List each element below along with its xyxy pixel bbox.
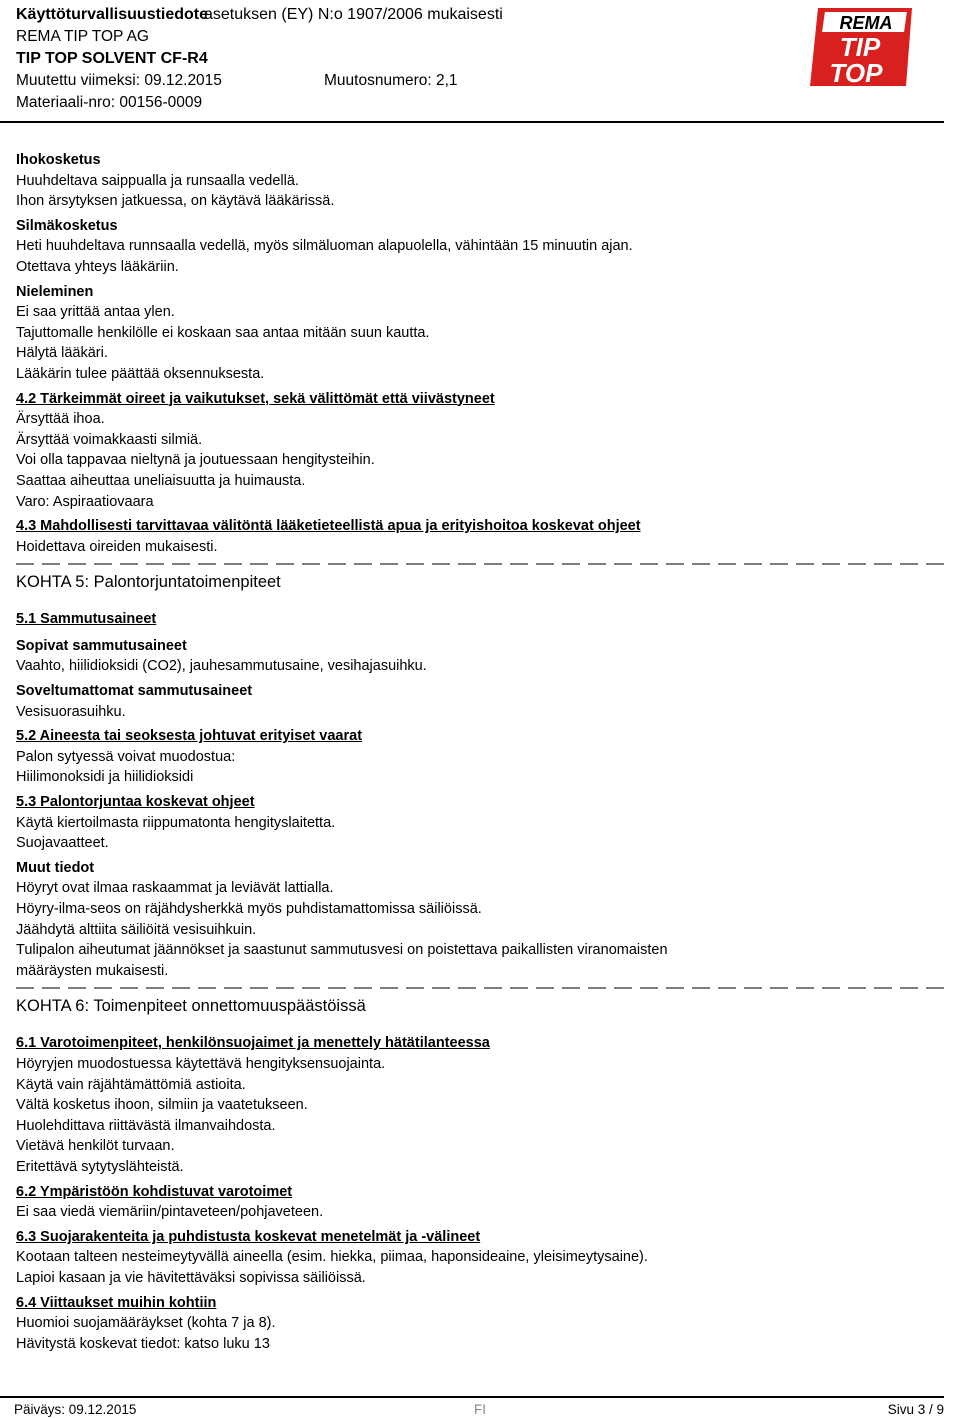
text-line: Höyryjen muodostuessa käytettävä hengityksensuojainta.	[16, 1055, 386, 1072]
text-line: Ei saa yrittää antaa ylen.	[16, 304, 175, 321]
text-line: Lapioi kasaan ja vie hävitettäväksi sopivissa säiliöissä.	[16, 1269, 366, 1286]
section-5-title: KOHTA 5: Palontorjuntatoimenpiteet	[16, 573, 281, 592]
svg-text:REMA: REMA	[839, 13, 893, 33]
text-line: Hoidettava oireiden mukaisesti.	[16, 538, 218, 555]
suitable-extinguishing-heading: Sopivat sammutusaineet	[16, 637, 187, 654]
text-line: Hälytä lääkäri.	[16, 345, 108, 362]
subsection-4-2-heading: 4.2 Tärkeimmät oireet ja vaikutukset, sekä välittömät että viivästyneet	[16, 390, 495, 407]
document-header	[16, 4, 503, 114]
doc-type: Käyttöturvallisuustiedote	[16, 6, 209, 23]
text-line: Huolehdittava riittävästä ilmanvaihdosta.	[16, 1117, 276, 1134]
text-line: Hävitystä koskevat tiedot: katso luku 13	[16, 1335, 270, 1352]
product-name: TIP TOP SOLVENT CF-R4	[16, 50, 208, 67]
unsuitable-extinguishing-heading: Soveltumattomat sammutusaineet	[16, 683, 253, 700]
text-line: Ihon ärsytyksen jatkuessa, on käytävä lääkärissä.	[16, 193, 335, 210]
text-line: Ei saa viedä viemäriin/pintaveteen/pohjaveteen.	[16, 1204, 324, 1221]
material-number: Materiaali-nro: 00156-0009	[16, 94, 203, 111]
subsection-4-3-heading: 4.3 Mahdollisesti tarvittavaa välitöntä lääketieteellistä apua ja erityishoitoa koskevat ohjeet	[16, 518, 641, 535]
footer-date: Päiväys: 09.12.2015	[14, 1402, 137, 1417]
footer-page-number: Sivu 3 / 9	[887, 1402, 944, 1417]
subsection-6-2-heading: 6.2 Ympäristöön kohdistuvat varotoimet	[16, 1183, 293, 1200]
svg-text:TOP: TOP	[829, 58, 883, 86]
subsection-6-4-heading: 6.4 Viittaukset muihin kohtiin	[16, 1294, 217, 1311]
rema-tip-top-logo	[808, 4, 916, 86]
text-line: Lääkärin tulee päättää oksennuksesta.	[16, 365, 265, 382]
header-rule	[0, 121, 944, 123]
text-line: Vältä kosketus ihoon, silmiin ja vaatetukseen.	[16, 1097, 308, 1114]
footer-rule	[0, 1396, 944, 1398]
section-6-title: KOHTA 6: Toimenpiteet onnettomuuspäästöissä	[16, 997, 366, 1016]
other-info-heading: Muut tiedot	[16, 859, 95, 876]
text-line: Otettava yhteys lääkäriin.	[16, 258, 179, 275]
subsection-6-3-heading: 6.3 Suojarakenteita ja puhdistusta koskevat menetelmät ja -välineet	[16, 1228, 481, 1245]
text-line: Heti huuhdeltava runnsaalla vedellä, myös silmäluoman alapuolella, vähintään 15 minuutin ajan.	[16, 238, 633, 255]
text-line: Käytä vain räjähtämättömiä astioita.	[16, 1076, 246, 1093]
revision-number: Muutosnumero: 2,1	[324, 72, 458, 89]
text-line: Palon sytyessä voivat muodostua:	[16, 748, 236, 765]
header-title-row	[16, 4, 503, 26]
text-line: Vesisuorasuihku.	[16, 703, 126, 720]
section-divider	[16, 557, 936, 571]
eye-contact-heading: Silmäkosketus	[16, 217, 118, 234]
text-line: Tajuttomalle henkilölle ei koskaan saa antaa mitään suun kautta.	[16, 324, 430, 341]
header-modified-row	[16, 70, 458, 92]
text-line: Tulipalon aiheutumat jäännökset ja saastunut sammutusvesi on poistettava paikallisten viranomaisten	[16, 942, 668, 959]
text-line: Ärsyttää ihoa.	[16, 411, 105, 428]
text-line: Vietävä henkilöt turvaan.	[16, 1138, 175, 1155]
ingestion-heading: Nieleminen	[16, 283, 94, 300]
svg-text:TIP: TIP	[839, 32, 881, 62]
text-line: Huuhdeltava saippualla ja runsaalla vedellä.	[16, 172, 299, 189]
text-line: Voi olla tappavaa nieltynä ja joutuessaan hengitysteihin.	[16, 452, 375, 469]
text-line: Hiilimonoksidi ja hiilidioksidi	[16, 769, 194, 786]
subsection-5-3-heading: 5.3 Palontorjuntaa koskevat ohjeet	[16, 794, 255, 811]
footer-language: FI	[474, 1402, 486, 1417]
skin-contact-heading: Ihokosketus	[16, 152, 101, 168]
subsection-6-1-heading: 6.1 Varotoimenpiteet, henkilönsuojaimet ja menettely hätätilanteessa	[16, 1035, 490, 1052]
regulation: asetuksen (EY) N:o 1907/2006 mukaisesti	[204, 6, 503, 23]
text-line: Höyry-ilma-seos on räjähdysherkkä myös puhdistamattomissa säiliöissä.	[16, 901, 482, 917]
text-line: Saattaa aiheuttaa uneliaisuutta ja huimausta.	[16, 472, 306, 489]
text-line: määräysten mukaisesti.	[16, 962, 169, 979]
section-divider	[16, 981, 936, 995]
text-line: Huomioi suojamääräykset (kohta 7 ja 8).	[16, 1315, 276, 1332]
modified-date: Muutettu viimeksi: 09.12.2015	[16, 72, 222, 89]
text-line: Varo: Aspiraatiovaara	[16, 493, 154, 510]
text-line: Jäähdytä alttiita säiliöitä vesisuihkuin.	[16, 921, 257, 938]
subsection-5-1-heading: 5.1 Sammutusaineet	[16, 611, 157, 628]
text-line: Höyryt ovat ilmaa raskaammat ja leviävät lattialla.	[16, 880, 334, 897]
company: REMA TIP TOP AG	[16, 28, 149, 45]
text-line: Eritettävä sytytyslähteistä.	[16, 1158, 184, 1175]
text-line: Vaahto, hiilidioksidi (CO2), jauhesammutusaine, vesihajasuihku.	[16, 658, 427, 675]
text-line: Käytä kiertoilmasta riippumatonta hengityslaitetta.	[16, 814, 336, 831]
text-line: Ärsyttää voimakkaasti silmiä.	[16, 431, 203, 448]
text-line: Suojavaatteet.	[16, 835, 109, 852]
text-line: Kootaan talteen nesteimeytyvällä aineella (esim. hiekka, piimaa, haponsideaine, yleisimeytysaine).	[16, 1249, 648, 1266]
document-body	[16, 150, 936, 1354]
subsection-5-2-heading: 5.2 Aineesta tai seoksesta johtuvat erityiset vaarat	[16, 728, 363, 745]
